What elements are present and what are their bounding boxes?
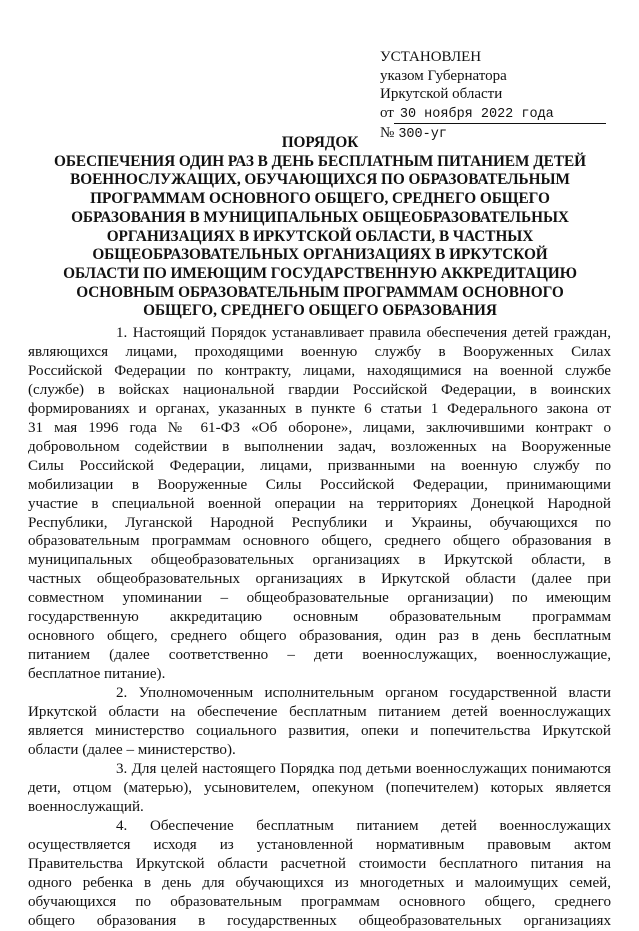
paragraph-line: участие в специальной военной операции на территориях Донецкой Народной (28, 495, 611, 512)
title-line: ВОЕННОСЛУЖАЩИХ, ОБУЧАЮЩИХСЯ ПО ОБРАЗОВАТЕЛЬНЫМ (70, 171, 570, 189)
paragraph-3 (28, 760, 611, 817)
paragraph-line: Иркутской области на обеспечение бесплатным питанием детей военнослужащих (28, 704, 611, 721)
approval-region: Иркутской области (380, 86, 503, 102)
title-line: ПРОГРАММАМ ОСНОВНОГО ОБЩЕГО, СРЕДНЕГО ОБЩЕГО (90, 190, 550, 208)
title-line: ОБЕСПЕЧЕНИЯ ОДИН РАЗ В ДЕНЬ БЕСПЛАТНЫМ ПИТАНИЕМ ДЕТЕЙ (54, 152, 586, 170)
paragraph-line: Республики, Луганской Народной Республики и Украины, обучающихся по (28, 514, 611, 531)
paragraph-line: 3. Для целей настоящего Порядка под детьми военнослужащих понимаются (116, 760, 611, 777)
title-line: ПОРЯДОК (281, 134, 359, 151)
approval-number-value: 300-уг (398, 126, 447, 142)
paragraph-4 (28, 817, 611, 931)
paragraph-line: формированиях и органах, указанных в пункте 6 статьи 1 Федерального закона от (28, 400, 611, 417)
paragraph-line: совместном упоминании – общеобразовательные организации) по имеющим (28, 590, 611, 607)
approval-stamp (380, 48, 610, 144)
approval-title: УСТАНОВЛЕН (380, 49, 482, 65)
approval-authority: указом Губернатора (380, 67, 507, 84)
paragraph-2 (28, 684, 611, 760)
paragraph-line: области (далее – министерство). (28, 741, 236, 758)
paragraph-line: (службе) в войсках национальной гвардии Российской Федерации, в воинских (28, 381, 611, 398)
approval-date-prefix: от (380, 104, 394, 121)
paragraph-line: являющихся лицами, проходящими военную службу в Вооруженных Силах (28, 343, 611, 360)
paragraph-line: Правительства Иркутской области расчетной стоимости бесплатного питания на (28, 855, 611, 872)
paragraph-line: является министерство социального развития, опеки и попечительства Иркутской (28, 723, 611, 740)
approval-date-value: 30 ноября 2022 года (394, 107, 606, 124)
paragraph-line: Российской Федерации по контракту, лицами, находящимися на военной службе (28, 362, 611, 379)
paragraph-line: 1. Настоящий Порядок устанавливает правила обеспечения детей граждан, (116, 325, 611, 341)
paragraph-1 (28, 324, 611, 684)
paragraph-line: частных общеобразовательных организациях в Иркутской области (далее при (28, 571, 611, 588)
paragraph-line: бесплатное питание). (28, 666, 166, 683)
paragraph-line: государственную аккредитацию основным образовательным программам (28, 609, 611, 626)
paragraph-line: добровольном содействии в выполнении задач, возложенных на Вооруженные (28, 438, 611, 455)
paragraph-line: военнослужащий. (28, 798, 144, 815)
paragraph-line: основного общего, среднего общего образования, один раз в день бесплатным (28, 628, 611, 645)
paragraph-line: 31 мая 1996 года № 61-ФЗ «Об обороне», лицами, заключившими контракт о (28, 419, 611, 436)
title-line: ОБРАЗОВАНИЯ В МУНИЦИПАЛЬНЫХ ОБЩЕОБРАЗОВАТЕЛЬНЫХ (71, 208, 569, 226)
paragraph-line: дети, отцом (матерью), усыновителем, опекуном (попечителем) которых является (28, 779, 611, 796)
paragraph-line: обучающихся по образовательным программам основного общего, среднего (28, 893, 611, 910)
approval-date-line (380, 104, 610, 124)
paragraph-line: 2. Уполномоченным исполнительным органом государственной власти (116, 685, 611, 702)
paragraph-line: питанием (далее соответственно – дети военнослужащих, военнослужащие, (28, 647, 611, 664)
title-line: ОРГАНИЗАЦИЯХ В ИРКУТСКОЙ ОБЛАСТИ, В ЧАСТНЫХ (106, 227, 534, 245)
title-line: ОСНОВНЫМ ОБРАЗОВАТЕЛЬНЫМ ПРОГРАММАМ ОСНОВНОГО (76, 283, 564, 301)
paragraph-line: мобилизации в Вооруженные Силы Российской Федерации, принимающими (28, 476, 611, 493)
paragraph-line: Силы Российской Федерации, лицами, призванными на военную службу по (28, 457, 611, 474)
title-line: ОБЛАСТИ ПО ИМЕЮЩИМ ГОСУДАРСТВЕННУЮ АККРЕДИТАЦИЮ (63, 264, 577, 282)
title-line: ОБЩЕГО, СРЕДНЕГО ОБЩЕГО ОБРАЗОВАНИЯ (143, 302, 497, 320)
title-line: ОБЩЕОБРАЗОВАТЕЛЬНЫХ ОРГАНИЗАЦИЯХ В ИРКУТСКОЙ (92, 246, 548, 264)
paragraph-line: осуществляется исходя из установленной нормативным правовым актом (28, 836, 611, 853)
document-body (28, 324, 611, 931)
paragraph-line: общего образования в государственных общеобразовательных организациях (28, 912, 611, 929)
paragraph-line: образовательным программам основного общего, среднего общего образования в (28, 533, 611, 550)
document-title (40, 134, 600, 321)
paragraph-line: 4. Обеспечение бесплатным питанием детей военнослужащих (116, 817, 611, 834)
paragraph-line: одного ребенка в день для обучающихся из многодетных и малоимущих семей, (28, 874, 611, 891)
paragraph-line: муниципальных общеобразовательных организациях в Иркутской области, в (28, 552, 611, 569)
approval-number-prefix: № (380, 124, 395, 141)
